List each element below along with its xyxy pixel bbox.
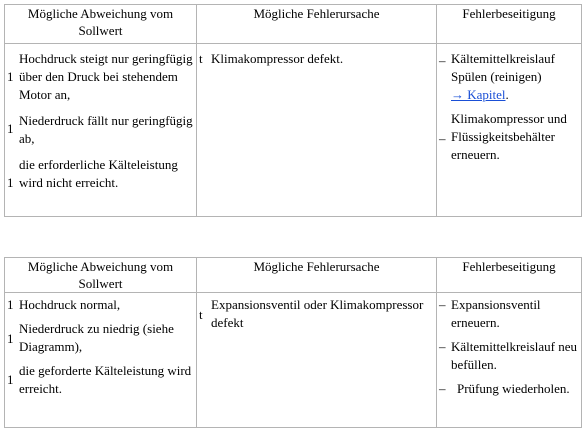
cause-cell bbox=[197, 44, 437, 217]
fix-item: – Prüfung wiederholen. bbox=[439, 381, 570, 396]
fix-item: – Kältemittelkreislauf Spülen (reinigen) → Kapitel. bbox=[439, 51, 555, 102]
dash-marker: – bbox=[439, 381, 446, 396]
chapter-link[interactable]: → Kapitel bbox=[451, 87, 506, 102]
dash-marker: – bbox=[439, 339, 446, 354]
dash-marker: – bbox=[439, 297, 446, 312]
deviation-item: 1 Niederdruck fällt nur geringfügig ab, bbox=[7, 113, 193, 146]
diagnosis-table-1 bbox=[4, 4, 582, 217]
deviation-item: 1 die geforderte Kälteleistung wird erreicht. bbox=[7, 363, 192, 396]
bullet-marker: t bbox=[199, 51, 203, 66]
deviation-item: 1 Hochdruck steigt nur geringfügig über den Druck bei stehendem Motor an, bbox=[7, 51, 193, 102]
fix-item: – Expansionsventil erneuern. bbox=[439, 297, 541, 330]
bullet-marker: 1 bbox=[7, 175, 14, 190]
table-header-row bbox=[5, 5, 582, 44]
header-cause: Mögliche Fehlerursache bbox=[197, 258, 437, 293]
bullet-marker: 1 bbox=[7, 121, 14, 136]
fix-item: – Kältemittelkreislauf neu befüllen. bbox=[439, 339, 577, 372]
deviation-cell bbox=[5, 293, 197, 428]
deviation-item: 1 die erforderliche Kälteleistung wird nicht erreicht. bbox=[7, 157, 178, 190]
cause-cell bbox=[197, 293, 437, 428]
header-cause: Mögliche Fehlerursache bbox=[197, 5, 437, 44]
cause-item: t Klimakompressor defekt. bbox=[199, 51, 344, 66]
fix-item: – Klimakompressor und Flüssigkeitsbehälter erneuern. bbox=[439, 111, 567, 162]
diagnosis-table-2 bbox=[4, 257, 582, 428]
deviation-cell bbox=[5, 44, 197, 217]
table-row bbox=[5, 44, 582, 217]
table-header-row bbox=[5, 258, 582, 293]
dash-marker: – bbox=[439, 131, 446, 146]
dash-marker: – bbox=[439, 53, 446, 68]
bullet-marker: 1 bbox=[7, 297, 14, 312]
header-deviation: Mögliche Abweichung vom Sollwert bbox=[5, 258, 197, 293]
fix-cell bbox=[437, 44, 582, 217]
bullet-marker: 1 bbox=[7, 69, 14, 84]
header-deviation: Mögliche Abweichung vom Sollwert bbox=[5, 5, 197, 44]
deviation-item: 1 Hochdruck normal, bbox=[7, 297, 121, 312]
table-row bbox=[5, 293, 582, 428]
fix-cell bbox=[437, 293, 582, 428]
bullet-marker: 1 bbox=[7, 331, 14, 346]
deviation-item: 1 Niederdruck zu niedrig (siehe Diagramm), bbox=[7, 321, 174, 354]
header-fix: Fehlerbeseitigung bbox=[437, 258, 582, 293]
cause-item: t Expansionsventil oder Klimakompressor defekt bbox=[199, 297, 424, 330]
header-fix: Fehlerbeseitigung bbox=[437, 5, 582, 44]
bullet-marker: t bbox=[199, 307, 203, 322]
bullet-marker: 1 bbox=[7, 372, 14, 387]
